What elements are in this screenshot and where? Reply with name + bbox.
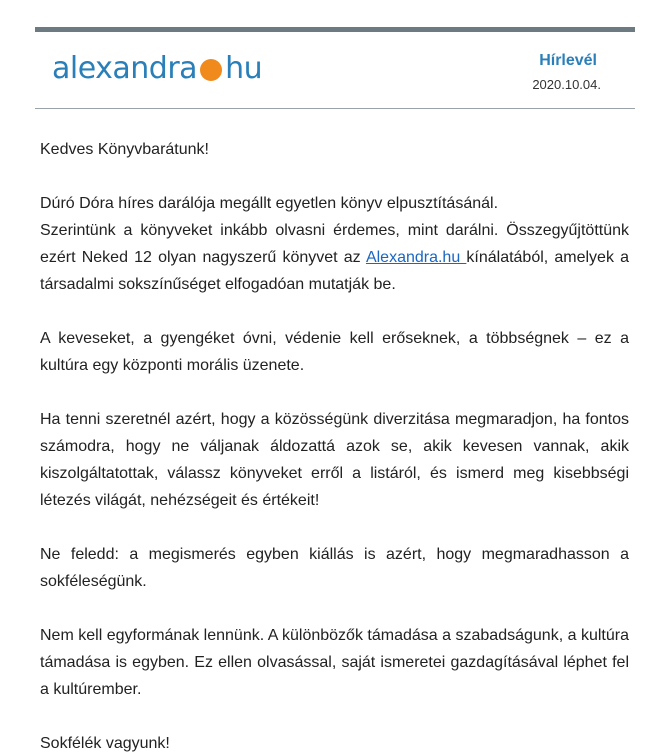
newsletter-body bbox=[35, 109, 635, 752]
alexandra-logo[interactable] bbox=[52, 48, 262, 88]
newsletter-label: Hírlevél bbox=[539, 52, 597, 69]
newsletter-container bbox=[35, 27, 635, 752]
intro-text-after: kínálatából, amelyek a társadalmi sokszínűséget elfogadóan mutatják be. bbox=[40, 249, 630, 293]
logo-dot-icon bbox=[200, 59, 222, 81]
paragraph-morality: A keveseket, a gyengéket óvni, védenie kell erőseknek, a többségnek – ez a kultúra egy központi morális üzenete. bbox=[40, 330, 629, 374]
paragraph-culture: Nem kell egyformának lennünk. A különbözők támadása a szabadságunk, a kultúra támadása is egyben. Ez ellen olvasással, saját ismeretei gazdagításával léphet fel a kultúrember. bbox=[40, 627, 629, 698]
logo-text-left: alexandra bbox=[52, 50, 198, 86]
paragraph-closing: Sokfélék vagyunk! bbox=[40, 735, 170, 752]
paragraph-intro bbox=[40, 217, 629, 298]
newsletter-header bbox=[35, 32, 635, 109]
paragraph-intro-line1: Dúró Dóra híres darálója megállt egyetlen könyv elpusztításánál. bbox=[40, 195, 499, 212]
alexandra-link[interactable]: Alexandra.hu bbox=[365, 249, 467, 266]
logo-text-right: hu bbox=[225, 50, 263, 86]
newsletter-date: 2020.10.04. bbox=[532, 77, 601, 92]
greeting: Kedves Könyvbarátunk! bbox=[40, 141, 209, 158]
intro-text-before: Szerintünk a könyveket inkább olvasni érdemes, mint darálni. Összegyűjtöttünk ezért Neked 12 olyan nagyszerű könyvet az bbox=[40, 222, 629, 266]
paragraph-remember: Ne feledd: a megismerés egyben kiállás is azért, hogy megmaradhasson a sokféleségünk. bbox=[40, 546, 629, 590]
paragraph-diversity: Ha tenni szeretnél azért, hogy a közösségünk diverzitása megmaradjon, ha fontos számodra, hogy ne váljanak áldozattá azok se, akik kevesen vannak, akik kiszolgáltatottak, válassz könyveket erről a listáról, és ismerd meg kisebbségi létezés világát, nehézségeit és értékeit! bbox=[40, 411, 629, 509]
